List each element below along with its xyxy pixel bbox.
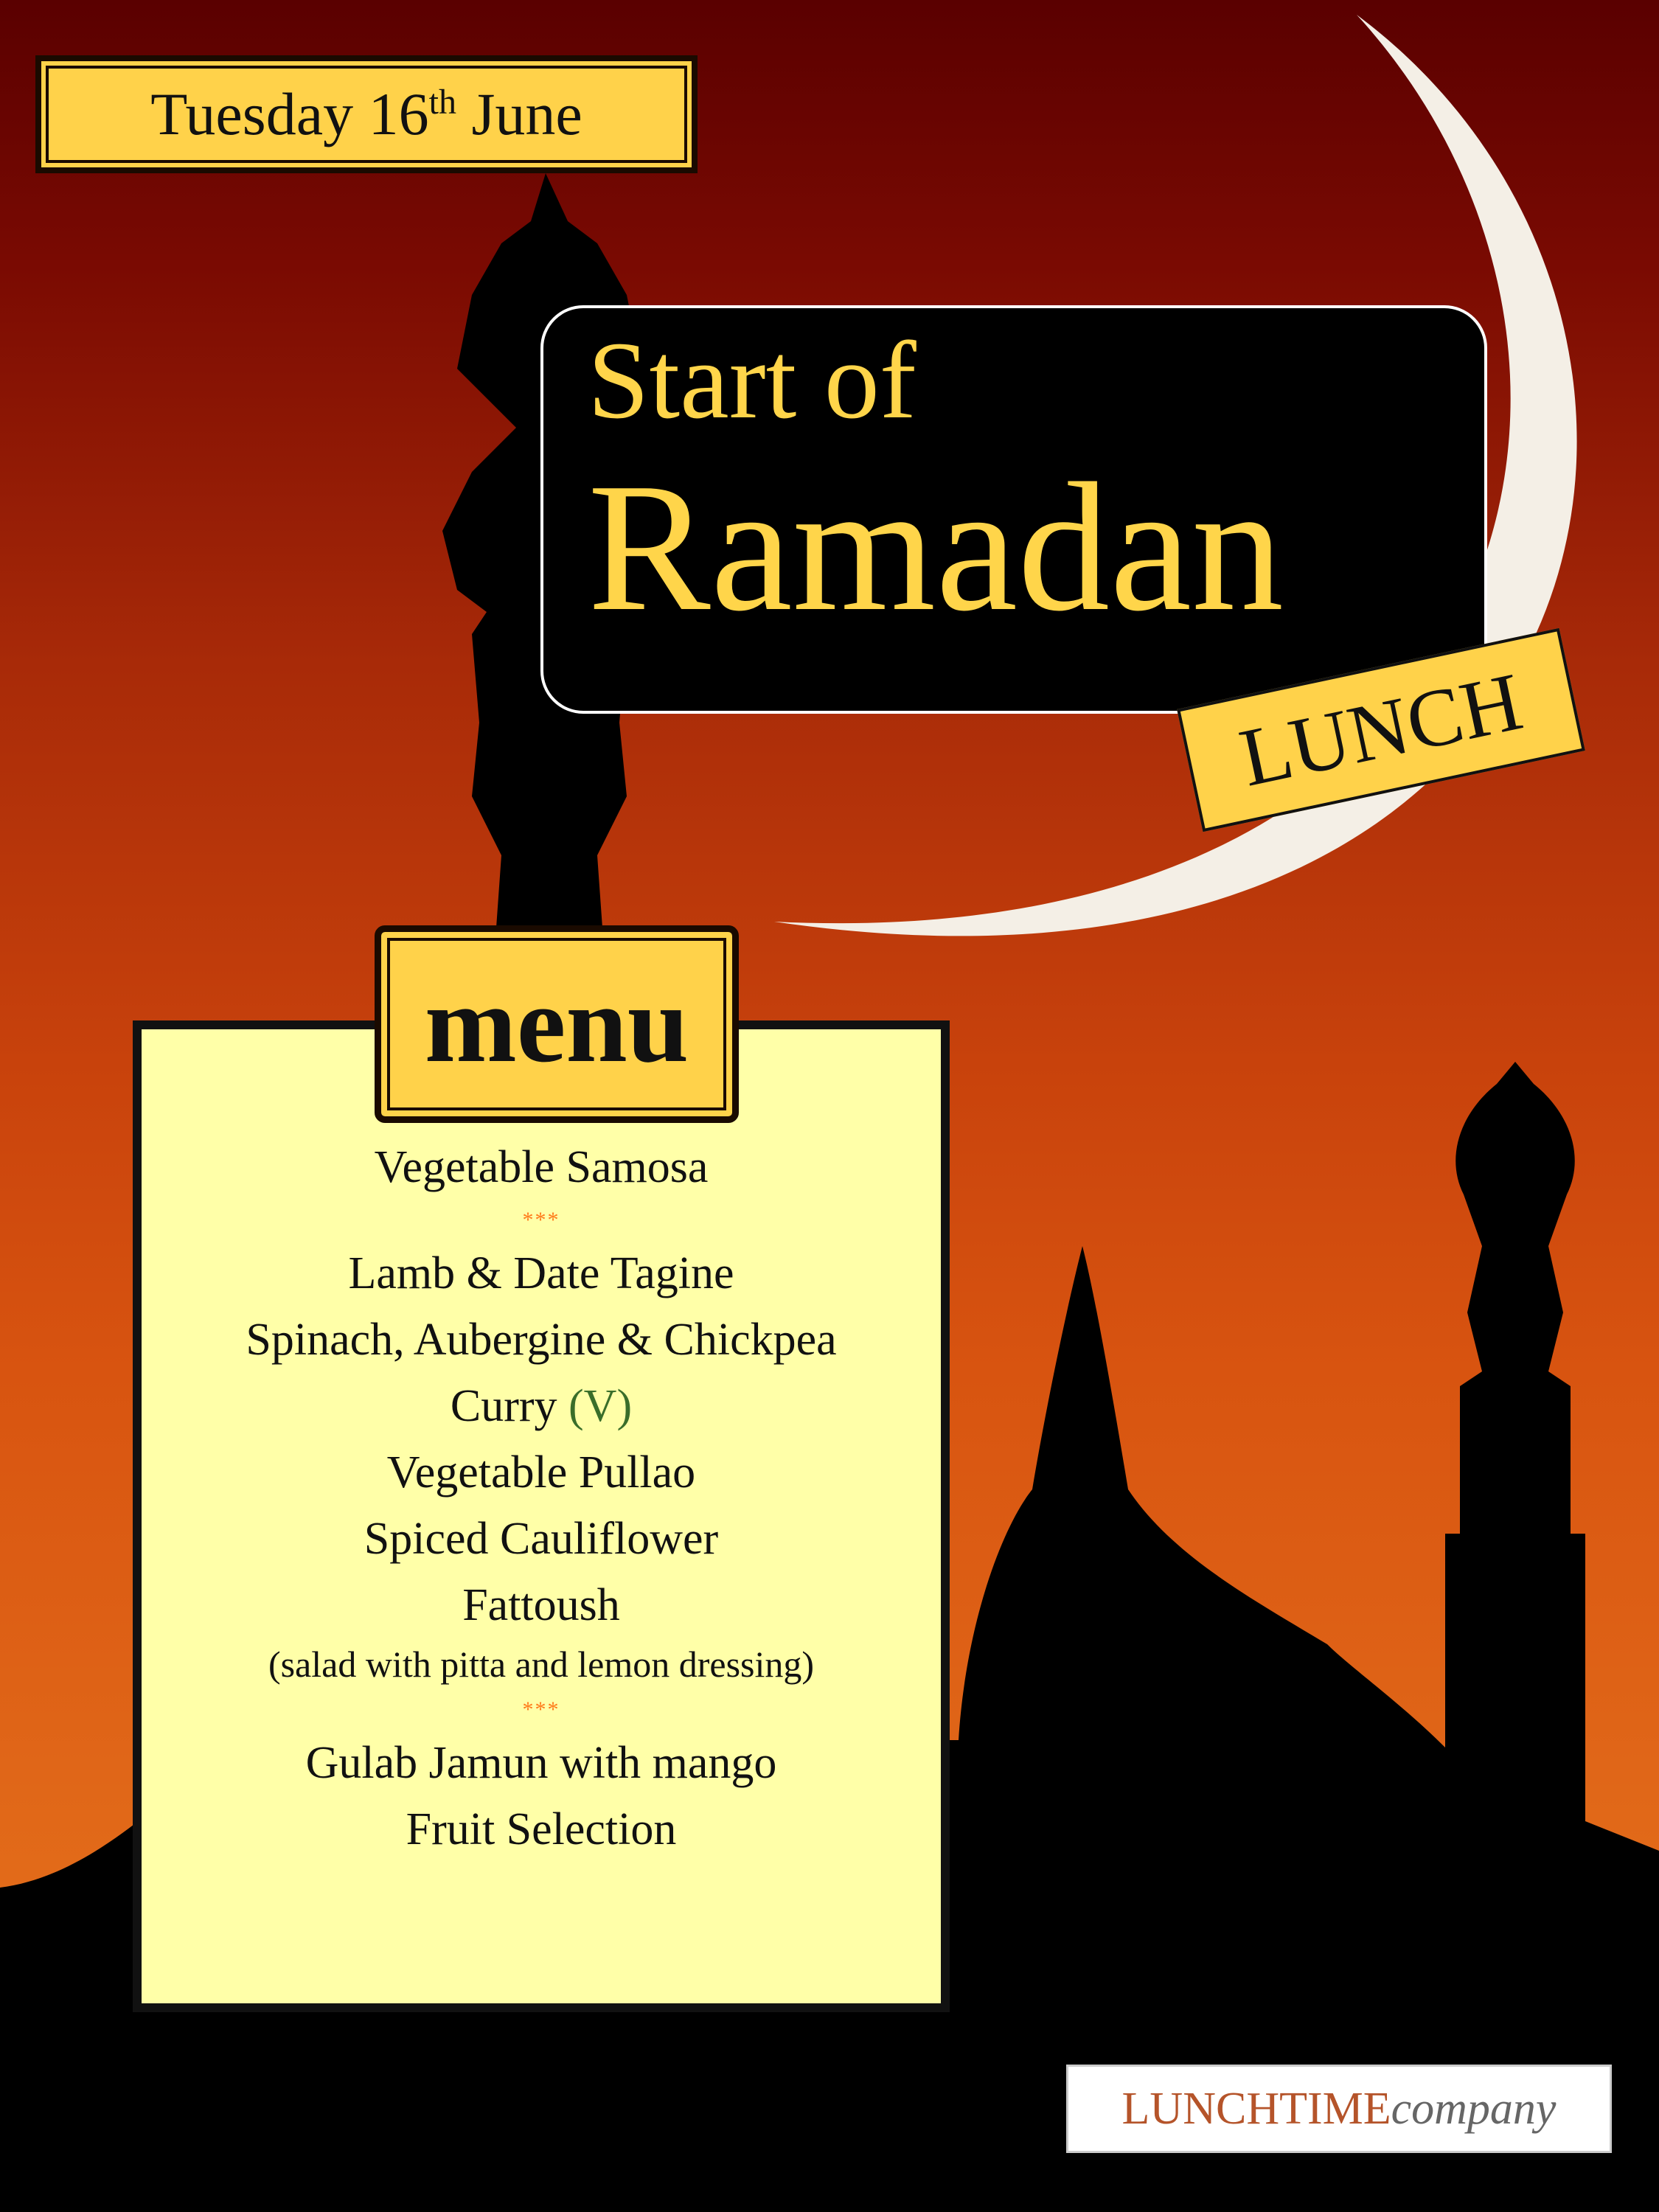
menu-item: Spiced Cauliflower (364, 1514, 719, 1564)
logo-main-text: LUNCHTIME (1121, 2083, 1391, 2134)
date-day: Tuesday 16 (150, 80, 429, 147)
menu-item-text: Curry (450, 1381, 569, 1431)
title-line-2: Ramadan (588, 445, 1284, 650)
menu-separator: *** (522, 1697, 560, 1722)
menu-item (133, 1373, 950, 1439)
menu-item: Vegetable Samosa (374, 1142, 709, 1192)
title-line-1: Start of (588, 319, 917, 442)
menu-item: Fattoush (462, 1580, 620, 1630)
menu-heading: menu (424, 963, 689, 1085)
company-logo (1066, 2065, 1612, 2153)
date-month: June (456, 80, 582, 147)
date-text (150, 80, 582, 149)
menu-item: Fruit Selection (406, 1804, 677, 1854)
date-suffix: th (428, 83, 456, 122)
menu-item: Vegetable Pullao (386, 1447, 696, 1498)
menu-items (133, 1134, 950, 1863)
menu-heading-tab (375, 925, 739, 1123)
lunch-label: LUNCH (1232, 655, 1530, 804)
menu-item: Gulab Jamun with mango (305, 1738, 777, 1788)
menu-separator: *** (522, 1208, 560, 1232)
vegetarian-tag: (V) (568, 1381, 633, 1431)
date-banner (35, 55, 698, 173)
menu-item: Lamb & Date Tagine (348, 1248, 734, 1298)
menu-item: Spinach, Aubergine & Chickpea (246, 1315, 837, 1365)
logo-sub-text: company (1391, 2083, 1557, 2134)
title-panel (540, 305, 1487, 714)
menu-item-note: (salad with pitta and lemon dressing) (268, 1644, 815, 1685)
